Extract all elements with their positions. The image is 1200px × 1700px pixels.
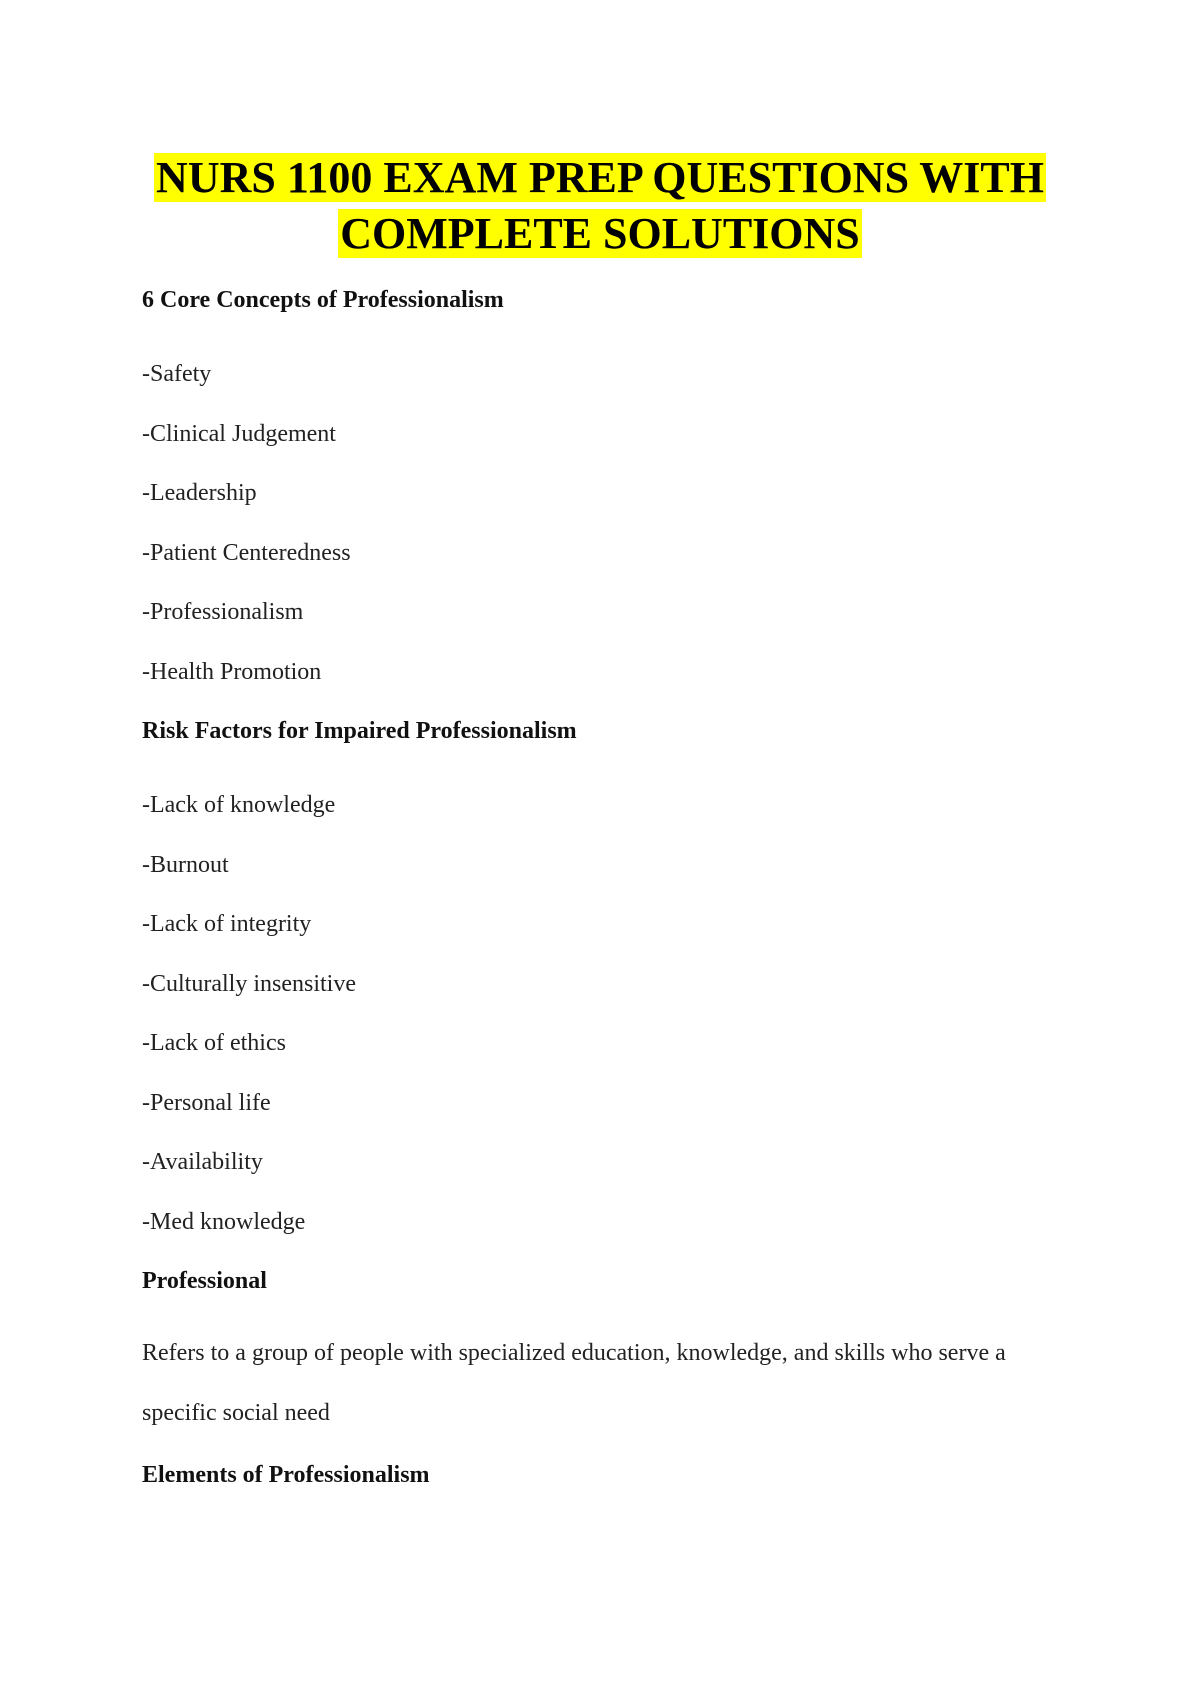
document-body xyxy=(142,280,1062,1495)
core-concepts-list xyxy=(142,354,1062,711)
section-heading-core-concepts: 6 Core Concepts of Professionalism xyxy=(142,287,504,313)
list-item: -Lack of knowledge xyxy=(142,792,336,818)
spacer xyxy=(142,751,1062,785)
title-line-1: NURS 1100 EXAM PREP QUESTIONS WITH xyxy=(156,153,1044,202)
spacer xyxy=(142,1301,1062,1323)
list-item: -Safety xyxy=(142,361,212,387)
list-item: -Patient Centeredness xyxy=(142,539,351,566)
section-heading-risk-factors: Risk Factors for Impaired Professionalism xyxy=(142,718,577,744)
section-heading-professional: Professional xyxy=(142,1268,267,1294)
list-item: -Culturally insensitive xyxy=(142,970,356,997)
document-title xyxy=(0,150,1200,262)
list-item: -Lack of integrity xyxy=(142,911,312,937)
list-item: -Lack of ethics xyxy=(142,1030,286,1056)
list-item: -Professionalism xyxy=(142,599,304,625)
list-item: -Leadership xyxy=(142,480,257,506)
list-item: -Health Promotion xyxy=(142,658,322,685)
list-item: -Burnout xyxy=(142,851,229,878)
professional-definition: Refers to a group of people with specialized education, knowledge, and skills who serve a specific social need xyxy=(142,1340,1006,1426)
title-line-2: COMPLETE SOLUTIONS xyxy=(340,209,860,258)
list-item: -Availability xyxy=(142,1149,263,1175)
list-item: -Clinical Judgement xyxy=(142,420,336,447)
spacer xyxy=(142,320,1062,354)
list-item: -Med knowledge xyxy=(142,1208,306,1235)
section-heading-elements: Elements of Professionalism xyxy=(142,1462,430,1488)
spacer xyxy=(142,1443,1062,1455)
list-item: -Personal life xyxy=(142,1089,271,1116)
risk-factors-list xyxy=(142,785,1062,1261)
